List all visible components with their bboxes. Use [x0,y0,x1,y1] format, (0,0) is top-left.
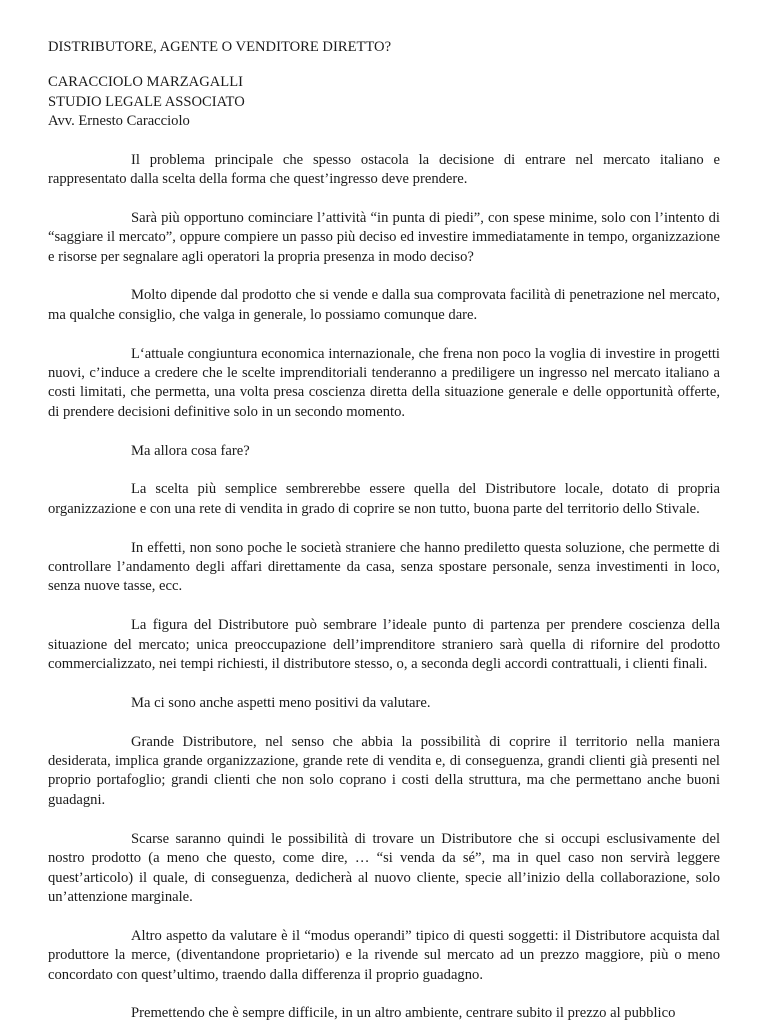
letterhead [48,73,720,131]
document-title: DISTRIBUTORE, AGENTE O VENDITORE DIRETTO? [48,39,392,55]
paragraph-8: La figura del Distributore può sembrare l’ideale punto di partenza per prendere coscienza della situazione del mercato; unica preoccupazione dell’imprenditore straniero sarà quella di rifornire del prodotto commercializzato, nei tempi richiesti, il distributore stesso, o, a seconda degli accordi contrattuali, i clienti finali. [48,617,720,673]
paragraph-1: Il problema principale che spesso ostacola la decisione di entrare nel mercato italiano e rappresentato dalla scelta della forma che quest’ingresso deve prendere. [48,151,720,188]
paragraph-3: Molto dipende dal prodotto che si vende e dalla sua comprovata facilità di penetrazione nel mercato, ma qualche consiglio, che valga in generale, lo possiamo comunque dare. [48,287,720,323]
paragraph-9: Ma ci sono anche aspetti meno positivi da valutare. [131,694,431,711]
paragraph-12: Altro aspetto da valutare è il “modus operandi” tipico di questi soggetti: il Distributore acquista dal produttore la merce, (diventandone proprietario) e la rivende sul mercato ad un prezzo maggiore, più o meno concordato con quest’ultimo, traendo dalla differenza il proprio guadagno. [48,927,720,983]
paragraph-13: Premettendo che è sempre difficile, in un altro ambiente, centrare subito il prezzo al pubblico [131,1005,676,1022]
document-page [48,38,720,1024]
firm-subtitle: STUDIO LEGALE ASSOCIATO [48,93,245,110]
author-name: Avv. Ernesto Caracciolo [48,113,190,130]
paragraph-6: La scelta più semplice sembrerebbe essere quella del Distributore locale, dotato di propria organizzazione e con una rete di vendita in grado di coprire se non tutto, buona parte del territorio dello Stivale. [48,481,720,517]
paragraph-7: In effetti, non sono poche le società straniere che hanno prediletto questa soluzione, che permette di controllare l’andamento degli affari direttamente da casa, senza spostare personale, senza investimenti in loco, senza nuove tasse, ecc. [48,539,720,595]
paragraph-10: Grande Distributore, nel senso che abbia la possibilità di coprire il territorio nella maniera desiderata, implica grande organizzazione, grande rete di vendita e, di conseguenza, grandi clienti già presenti nel proprio portafoglio; grandi clienti che non solo coprano i costi della struttura, ma che permettano anche buoni guadagni. [48,733,720,808]
paragraph-2: Sarà più opportuno cominciare l’attività “in punta di piedi”, con spese minime, solo con l’intento di “saggiare il mercato”, oppure compiere un passo più deciso ed investire immediatamente in tempo, organizzazione e risorse per segnalare agli operatori la propria presenza in modo deciso? [48,209,720,265]
paragraph-5: Ma allora cosa fare? [131,442,250,459]
firm-name: CARACCIOLO MARZAGALLI [48,74,243,91]
paragraph-4: L‘attuale congiuntura economica internazionale, che frena non poco la voglia di investire in progetti nuovi, c’induce a credere che le scelte imprenditoriali tenderanno a prediligere un ingresso nel mercato italiano a costi limitati, che permetta, una volta presa coscienza diretta della situazione generale e delle opportunità offerte, di prendere decisioni definitive solo in un secondo momento. [48,345,720,420]
paragraph-11: Scarse saranno quindi le possibilità di trovare un Distributore che si occupi esclusivamente del nostro prodotto (a meno che questo, come dire, … “si venda da sé”, ma in quel caso non servirà leggere quest’articolo) il quale, di conseguenza, dedicherà al nuovo cliente, specie all’inizio della collaborazione, solo un’attenzione marginale. [48,830,720,905]
